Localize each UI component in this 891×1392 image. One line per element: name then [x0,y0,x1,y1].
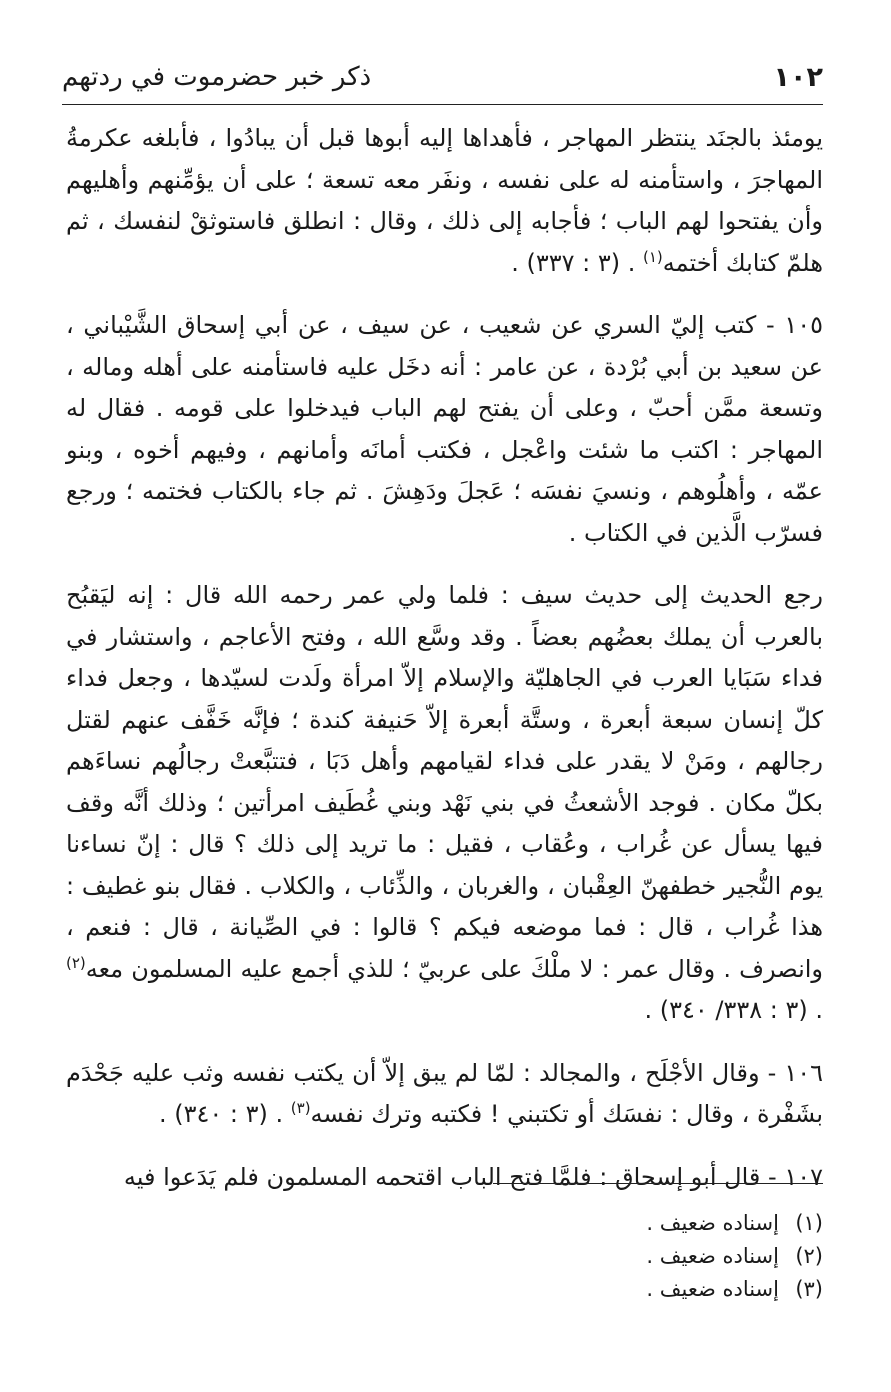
footnote-number: (٢) [795,1244,823,1268]
footnotes [66,1207,823,1306]
main-text [66,118,823,1219]
paragraph-citation: . (٣ : ٣٤٠) . [158,1100,284,1128]
footnote [66,1273,823,1306]
paragraph [66,1053,823,1136]
paragraph [66,118,823,284]
footnote [66,1240,823,1273]
footnote-text: إسناده ضعيف . [646,1211,779,1235]
footnote-divider [493,1183,823,1184]
paragraph-text: يومئذ بالجنَد ينتظر المهاجر ، فأهداها إليه أبوها قبل أن يبادُوا ، فأبلغه عكرمةُ المهاجرَ ، واستأمنه له على نفسه ، ونفَر معه تسعة ؛ على أن يؤمِّنهم وأهليهم وأن يفتحوا لهم الباب ؛ فأجابه إلى ذلك ، وقال : انطلق فاستوثقْ لنفسك ، ثم هلمّ كتابك أختمه [66,124,823,277]
footnote-text: إسناده ضعيف . [646,1244,779,1268]
paragraph [66,305,823,554]
footnote-number: (٣) [795,1277,823,1301]
running-title: ذكر خبر حضرموت في ردتهم [62,62,372,92]
page-number: ١٠٢ [773,62,823,93]
paragraph [66,575,823,1032]
footnote-number: (١) [795,1211,823,1235]
footnote [66,1207,823,1240]
paragraph-text: ١٠٥ - كتب إليّ السري عن شعيب ، عن سيف ، عن أبي إسحاق الشَّيْباني ، عن سعيد بن أبي بُرْدة ، عن عامر : أنه دخَل عليه فاستأمنه على أهله وماله ، وتسعة ممَّن أحبّ ، وعلى أن يفتح لهم الباب فيدخلوا على قومه . فقال له المهاجر : اكتب ما شئت واعْجل ، فكتب أمانَه وأمانهم ، وفيهم أخوه ، وبنو عمّه ، وأهلُوهم ، ونسيَ نفسَه ؛ عَجلَ ودَهِشَ . ثم جاء بالكتاب فختمه ؛ ورجع فسرّب الَّذين في الكتاب . [66,311,823,547]
paragraph-text: ١٠٧ - قال أبو إسحاق : فلمَّا فتح الباب اقتحمه المسلمون فلم يَدَعوا فيه [123,1162,823,1191]
paragraph-text: رجع الحديث إلى حديث سيف : فلما ولي عمر رحمه الله قال : إنه ليَقبُح بالعرب أن يملك بعضُهم بعضاً . وقد وسَّع الله ، وفتح الأعاجم ، واستشار في فداء سَبَايا العرب في الجاهليّة والإسلام إلاّ امرأة ولَدت لسيّدها ، وجعل فداء كلّ إنسان سبعة أبعرة ، وستَّة أبعرة إلاّ حَنيفة كندة ؛ فإنَّه خَفَّف عنهم لقتل رجالهم ، ومَنْ لا يقدر على فداء لقيامهم وأهل دَبَا ، فتتبَّعتْ رجالُهم نساءَهم بكلّ مكان . فوجد الأشعثُ في بني نَهْد وبني غُطَيف امرأتين ؛ وذلك أنَّه وقف فيها يسأل عن غُراب ، وعُقاب ، فقيل : ما تريد إلى ذلك ؟ قال : إنّ نساءنا يوم النُّجير خطفهنّ العِقْبان ، والغربان ، والذِّئاب ، والكلاب . فقال بنو غطيف : هذا غُراب ، قال : فما موضعه فيكم ؟ قالوا : في الصِّيانة ، قال : فنعم ، وانصرف . وقال عمر : لا ملْكَ على عربيّ ؛ للذي أجمع عليه المسلمون معه [66,581,823,983]
footnote-text: إسناده ضعيف . [646,1277,779,1301]
paragraph [66,1157,823,1199]
footnote-ref[interactable]: (١) [643,247,663,266]
page-header [62,58,823,105]
footnote-ref[interactable]: (٢) [66,953,86,972]
paragraph-citation: . (٣ : ٣٣٨/ ٣٤٠) . [644,996,823,1024]
paragraph-text: ١٠٦ - وقال الأجْلَح ، والمجالد : لمّا لم يبق إلاّ أن يكتب نفسه وثب عليه جَحْدَم بشَفْرة ، وقال : نفسَك أو تكتبني ! فكتبه وترك نفسه [66,1058,823,1128]
footnote-ref[interactable]: (٣) [290,1099,311,1117]
paragraph-citation: . (٣ : ٣٣٧) . [511,248,636,277]
